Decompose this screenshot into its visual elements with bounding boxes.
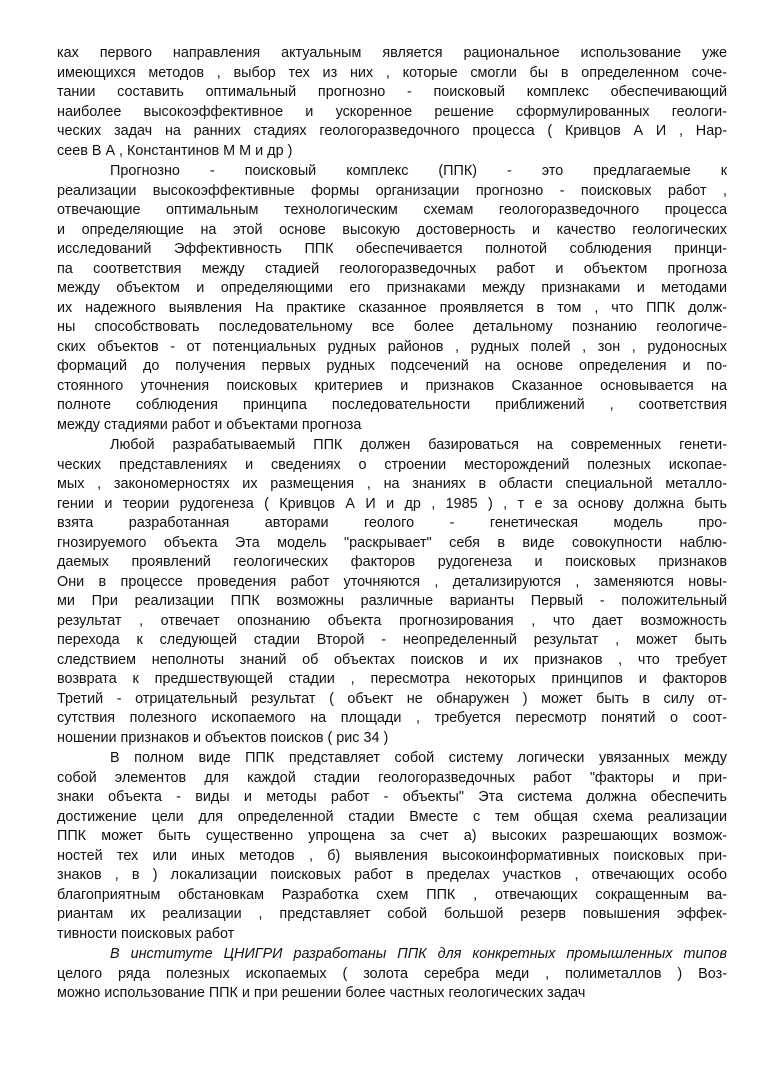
paragraph-1 bbox=[57, 44, 727, 161]
text-line: между объектом и определяющими его признаками между признаками и методами bbox=[57, 280, 727, 296]
text-line: можно использование ППК и при решении более частных геологических задач bbox=[57, 985, 586, 1001]
text-line: Третий - отрицательный результат ( объект не обнаружен ) может быть в силу от- bbox=[57, 690, 727, 707]
text-line: имеющихся методов , выбор тех из них , которые смогли бы в определенном соче- bbox=[57, 64, 727, 81]
text-line: знаков , в ) локализации поисковых работ в пределах участков , отвечающих особо bbox=[57, 867, 727, 883]
text-line: тании составить оптимальный прогнозно - поисковый комплекс обеспечивающий bbox=[57, 84, 727, 100]
text-line: формаций до получения первых рудных подсечений на основе определения и по- bbox=[57, 358, 727, 374]
text-line: наиболее высокоэффективное и ускоренное решение сформулированных геологи- bbox=[57, 103, 727, 120]
text-line: ППК может быть существенно упрощена за счет а) высоких разрешающих возмож- bbox=[57, 828, 727, 844]
paragraph-3 bbox=[57, 436, 727, 748]
text-line: достижение цели для определенной стадии Вместе с тем общая схема реализации bbox=[57, 808, 727, 825]
text-line: сутствия полезного ископаемого на площади , требуется пересмотр понятий о соот- bbox=[57, 710, 727, 726]
text-line: реализации высокоэффективные формы организации прогнозно - поисковых работ , bbox=[57, 182, 727, 199]
paragraph-4 bbox=[57, 749, 727, 944]
text-line: отвечающие оптимальным технологическим схемам геологоразведочного процесса bbox=[57, 202, 727, 218]
text-line: па соответствия между стадией геологоразведочных работ и объектом прогноза bbox=[57, 260, 727, 277]
text-line: исследований Эффективность ППК обеспечивается полнотой соблюдения принци- bbox=[57, 241, 727, 257]
paragraph-2 bbox=[57, 162, 727, 435]
text-line: В институте ЦНИГРИ разработаны ППК для конкретных промышленных типов bbox=[110, 946, 727, 962]
text-line: между стадиями работ и объектами прогноза bbox=[57, 416, 362, 433]
text-line: Они в процессе проведения работ уточняются , детализируются , заменяются новы- bbox=[57, 573, 727, 590]
document-page bbox=[57, 44, 727, 1004]
text-line: перехода к следующей стадии Второй - неопределенный результат , может быть bbox=[57, 632, 727, 648]
text-line: взята разработанная авторами геолого - генетическая модель про- bbox=[57, 515, 727, 531]
text-line: риантам их реализации , представляет собой большой резерв повышения эффек- bbox=[57, 906, 727, 922]
text-line: В полном виде ППК представляет собой систему логически увязанных между bbox=[110, 750, 727, 766]
text-line: полноте соблюдения принципа последовательности приближений , соответствия bbox=[57, 397, 727, 413]
text-line: ми При реализации ППК возможны различные варианты Первый - положительный bbox=[57, 593, 727, 609]
text-line: и определяющие на этой основе высокую достоверность и качество геологических bbox=[57, 221, 727, 238]
text-line: ских объектов - от потенциальных рудных районов , рудных полей , зон , рудоносных bbox=[57, 338, 727, 355]
text-line: их надежного выявления На практике сказанное проявляется в том , что ППК долж- bbox=[57, 299, 727, 316]
text-line: гнозируемого объекта Эта модель "раскрывает" себя в виде совокупности наблю- bbox=[57, 534, 727, 551]
text-line: стоянного уточнения поисковых критериев и признаков Сказанное основывается на bbox=[57, 377, 727, 394]
text-line: гении и теории рудогенеза ( Кривцов А И и др , 1985 ) , т е за основу должна быть bbox=[57, 495, 727, 512]
text-line: сеев В А , Константинов М М и др ) bbox=[57, 142, 293, 159]
text-line: ностей тех или иных методов , б) выявления высокоинформативных поисковых при- bbox=[57, 847, 727, 864]
text-line: целого ряда полезных ископаемых ( золота серебра меди , полиметаллов ) Воз- bbox=[57, 965, 727, 982]
paragraph-5 bbox=[57, 945, 727, 1004]
text-line: ношении признаков и объектов поисков ( рис 34 ) bbox=[57, 729, 389, 746]
text-line: ках первого направления актуальным является рациональное использование уже bbox=[57, 45, 727, 61]
text-line: результат , отвечает опознанию объекта прогнозирования , что дает возможность bbox=[57, 612, 727, 629]
text-line: мых , закономерностях их размещения , на знаниях в области специальной металло- bbox=[57, 476, 727, 492]
text-line: ны способствовать последовательному все более детальному познанию геологиче- bbox=[57, 319, 727, 335]
text-line: возврата к предшествующей стадии , пересмотра некоторых принципов и факторов bbox=[57, 671, 727, 687]
text-line: Прогнозно - поисковый комплекс (ППК) - это предлагаемые к bbox=[110, 163, 727, 179]
text-line: следствием неполноты знаний об объектах поисков и их признаков , что требует bbox=[57, 651, 727, 668]
text-line: знаки объекта - виды и методы работ - объекты" Эта система должна обеспечить bbox=[57, 789, 727, 805]
text-line: собой элементов для каждой стадии геологоразведочных работ "факторы и при- bbox=[57, 769, 727, 786]
text-line: даемых проявлений геологических факторов рудогенеза и поисковых признаков bbox=[57, 554, 727, 570]
text-line: тивности поисковых работ bbox=[57, 925, 235, 942]
text-line: ческих задач на ранних стадиях геологоразведочного процесса ( Кривцов А И , Нар- bbox=[57, 123, 727, 139]
text-line: Любой разрабатываемый ППК должен базироваться на современных генети- bbox=[110, 437, 727, 453]
text-line: благоприятным обстановкам Разработка схем ППК , отвечающих сокращенным ва- bbox=[57, 886, 727, 903]
text-line: ческих представлениях и сведениях о строении месторождений полезных ископае- bbox=[57, 456, 727, 473]
